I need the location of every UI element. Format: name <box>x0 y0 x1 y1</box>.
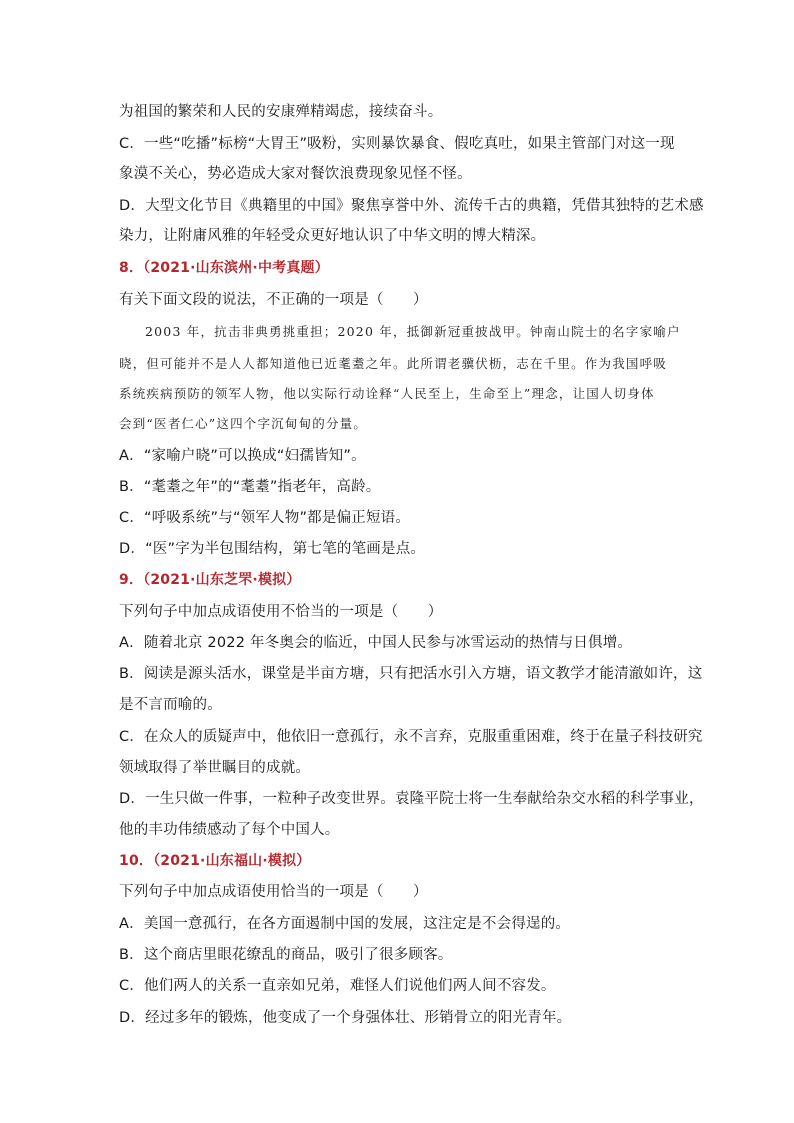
q7-option-c-continuation: 象漠不关心，势必造成大家对餐饮浪费现象见怪不怪。 <box>119 166 472 182</box>
q8-option-d: D．“医”字为半包围结构，第七笔的笔画是点。 <box>119 541 426 557</box>
q9-option-c-continuation: 领域取得了举世瞩目的成就。 <box>119 760 311 776</box>
q9-heading: 9．（2021·山东芝罘·模拟） <box>119 572 301 588</box>
q9-option-b: B．阅读是源头活水，课堂是半亩方塘，只有把活水引入方塘，语文教学才能清澈如许，这 <box>119 666 703 682</box>
q8-option-b: B．“耄耋之年”的“耄耋”指老年，高龄。 <box>119 479 381 495</box>
q9-question: 下列句子中加点成语使用不恰当的一项是（ ） <box>119 604 443 620</box>
q9-option-a: A．随着北京 2022 年冬奥会的临近，中国人民参与冰雪运动的热情与日俱增。 <box>119 635 633 651</box>
q7-option-c: C．一些“吃播”标榜“大胃王”吸粉，实则暴饮暴食、假吃真吐，如果主管部门对这一现 <box>119 136 675 152</box>
q10-question: 下列句子中加点成语使用恰当的一项是（ ） <box>119 884 428 900</box>
q7-option-d-continuation: 染力，让附庸风雅的年轻受众更好地认识了中华文明的博大精深。 <box>119 228 546 244</box>
q10-option-d: D．经过多年的锻炼，他变成了一个身强体壮、形销骨立的阳光青年。 <box>119 1010 572 1026</box>
q8-question: 有关下面文段的说法，不正确的一项是（ ） <box>119 292 428 308</box>
q10-option-c: C．他们两人的关系一直亲如兄弟，难怪人们说他们两人间不容发。 <box>119 978 556 994</box>
q7-option-d: D．大型文化节目《典籍里的中国》聚焦享誉中外、流传千古的典籍，凭借其独特的艺术感 <box>119 198 704 214</box>
q9-option-d: D．一生只做一件事，一粒种子改变世界。袁隆平院士将一生奉献给杂交水稻的科学事业， <box>119 791 704 807</box>
q8-passage-line-3: 系统疾病预防的领军人物，他以实际行动诠释“人民至上，生命至上”理念，让国人切身体 <box>119 386 655 401</box>
q8-option-c: C．“呼吸系统”与“领军人物”都是偏正短语。 <box>119 510 411 526</box>
option-b-continuation: 为祖国的繁荣和人民的安康殚精竭虑，接续奋斗。 <box>119 104 443 120</box>
q8-passage-line-4: 会到“医者仁心”这四个字沉甸甸的分量。 <box>119 416 368 431</box>
q9-option-d-continuation: 他的丰功伟绩感动了每个中国人。 <box>119 822 340 838</box>
q9-option-c: C．在众人的质疑声中，他依旧一意孤行，永不言弃，克服重重困难，终于在量子科技研究 <box>119 729 703 745</box>
q10-option-b: B．这个商店里眼花缭乱的商品，吸引了很多顾客。 <box>119 947 453 963</box>
q8-passage-line-1: 2003 年，抗击非典勇挑重担；2020 年，抵御新冠重披战甲。钟南山院士的名字家喻户 <box>145 324 681 339</box>
q10-option-a: A．美国一意孤行，在各方面遏制中国的发展，这注定是不会得逞的。 <box>119 916 571 932</box>
q8-heading: 8．（2021·山东滨州·中考真题） <box>119 260 329 276</box>
q8-passage-line-2: 晓，但可能并不是人人都知道他已近耄耋之年。此所谓老骥伏枥，志在千里。作为我国呼吸 <box>119 356 668 371</box>
q8-option-a: A．“家喻户晓”可以换成“妇孺皆知”。 <box>119 448 366 464</box>
q10-heading: 10．（2021·山东福山·模拟） <box>119 853 311 869</box>
q9-option-b-continuation: 是不言而喻的。 <box>119 697 222 713</box>
